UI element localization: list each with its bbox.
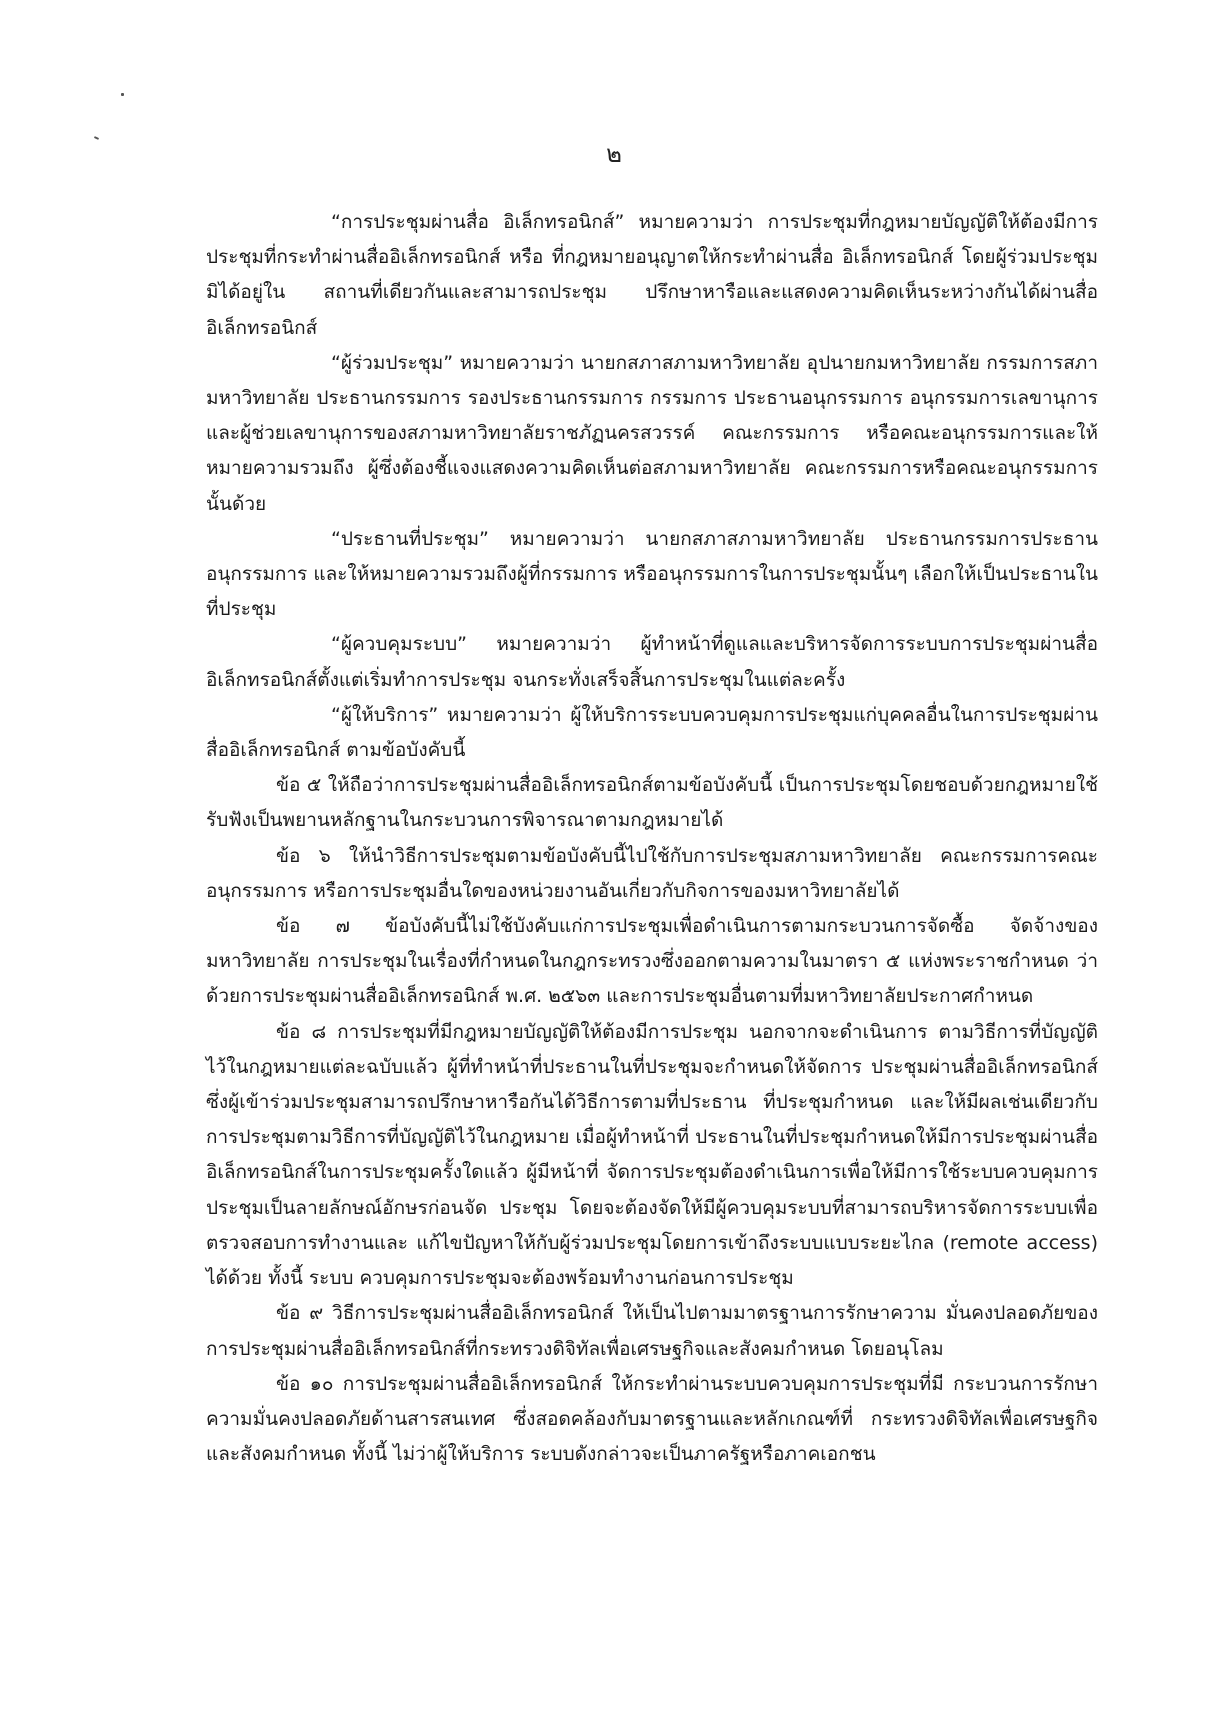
scan-speck <box>121 93 124 96</box>
definition-paragraph: “ผู้ควบคุมระบบ” หมายความว่า ผู้ทำหน้าที่ดูแลและบริหารจัดการระบบการประชุมผ่านสื่ออิเล็กทรอนิกส์ตั้งแต่เริ่มทำการประชุม จนกระทั่งเสร็จสิ้นการประชุมในแต่ละครั้ง <box>206 633 1098 691</box>
clause-paragraph: ข้อ ๑๐ การประชุมผ่านสื่ออิเล็กทรอนิกส์ ให้กระทำผ่านระบบควบคุมการประชุมที่มี กระบวนการรักษาความมั่นคงปลอดภัยด้านสารสนเทศ ซึ่งสอดคล้องกับมาตรฐานและหลักเกณฑ์ที่ กระทรวงดิจิทัลเพื่อเศรษฐกิจและสังคมกำหนด ทั้งนี้ ไม่ว่าผู้ให้บริการ ระบบดังกล่าวจะเป็นภาครัฐหรือภาคเอกชน <box>206 1372 1098 1466</box>
definition-paragraph: “การประชุมผ่านสื่อ อิเล็กทรอนิกส์” หมายความว่า การประชุมที่กฎหมายบัญญัติให้ต้องมีการประชุมที่กระทำผ่านสื่ออิเล็กทรอนิกส์ หรือ ที่กฎหมายอนุญาตให้กระทำผ่านสื่อ อิเล็กทรอนิกส์ โดยผู้ร่วมประชุมมิได้อยู่ใน สถานที่เดียวกันและสามารถประชุม ปรึกษาหารือและแสดงความคิดเห็นระหว่างกันได้ผ่านสื่ออิเล็กทรอนิกส์ <box>206 211 1098 339</box>
document-body <box>206 205 1098 1472</box>
page-number: ๒ <box>606 140 622 168</box>
clause-paragraph: ข้อ ๖ ให้นำวิธีการประชุมตามข้อบังคับนี้ไปใช้กับการประชุมสภามหาวิทยาลัย คณะกรรมการคณะอนุกรรมการ หรือการประชุมอื่นใดของหน่วยงานอันเกี่ยวกับกิจการของมหาวิทยาลัยได้ <box>206 844 1098 902</box>
clause-paragraph: ข้อ ๘ การประชุมที่มีกฎหมายบัญญัติให้ต้องมีการประชุม นอกจากจะดำเนินการ ตามวิธีการที่บัญญัติไว้ในกฎหมายแต่ละฉบับแล้ว ผู้ที่ทำหน้าที่ประธานในที่ประชุมจะกำหนดให้จัดการ ประชุมผ่านสื่ออิเล็กทรอนิกส์ ซึ่งผู้เข้าร่วมประชุมสามารถปรึกษาหารือกันได้วิธีการตามที่ประธาน ที่ประชุมกำหนด และให้มีผลเช่นเดียวกับการประชุมตามวิธีการที่บัญญัติไว้ในกฎหมาย เมื่อผู้ทำหน้าที่ ประธานในที่ประชุมกำหนดให้มีการประชุมผ่านสื่ออิเล็กทรอนิกส์ในการประชุมครั้งใดแล้ว ผู้มีหน้าที่ จัดการประชุมต้องดำเนินการเพื่อให้มีการใช้ระบบควบคุมการประชุมเป็นลายลักษณ์อักษรก่อนจัด ประชุม โดยจะต้องจัดให้มีผู้ควบคุมระบบที่สามารถบริหารจัดการระบบเพื่อตรวจสอบการทำงานและ แก้ไขปัญหาให้กับผู้ร่วมประชุมโดยการเข้าถึงระบบแบบระยะไกล (remote access) ได้ด้วย ทั้งนี้ ระบบ ควบคุมการประชุมจะต้องพร้อมทำงานก่อนการประชุม <box>206 1020 1098 1290</box>
definition-paragraph: “ผู้ร่วมประชุม” หมายความว่า นายกสภาสภามหาวิทยาลัย อุปนายกมหาวิทยาลัย กรรมการสภามหาวิทยาลัย ประธานกรรมการ รองประธานกรรมการ กรรมการ ประธานอนุกรรมการ อนุกรรมการเลขานุการและผู้ช่วยเลขานุการของสภามหาวิทยาลัยราชภัฏนครสวรรค์ คณะกรรมการ หรือคณะอนุกรรมการและให้หมายความรวมถึง ผู้ซึ่งต้องชี้แจงแสดงความคิดเห็นต่อสภามหาวิทยาลัย คณะกรรมการหรือคณะอนุกรรมการ นั้นด้วย <box>206 351 1098 515</box>
clause-paragraph: ข้อ ๗ ข้อบังคับนี้ไม่ใช้บังคับแก่การประชุมเพื่อดำเนินการตามกระบวนการจัดซื้อ จัดจ้างของมหาวิทยาลัย การประชุมในเรื่องที่กำหนดในกฎกระทรวงซึ่งออกตามความในมาตรา ๕ แห่งพระราชกำหนด ว่าด้วยการประชุมผ่านสื่ออิเล็กทรอนิกส์ พ.ศ. ๒๕๖๓ และการประชุมอื่นตามที่มหาวิทยาลัยประกาศกำหนด <box>206 915 1098 1008</box>
definition-paragraph: “ผู้ให้บริการ” หมายความว่า ผู้ให้บริการระบบควบคุมการประชุมแก่บุคคลอื่นในการประชุมผ่านสื่ออิเล็กทรอนิกส์ ตามข้อบังคับนี้ <box>206 703 1098 762</box>
definition-paragraph: “ประธานที่ประชุม” หมายความว่า นายกสภาสภามหาวิทยาลัย ประธานกรรมการประธานอนุกรรมการ และให้หมายความรวมถึงผู้ที่กรรมการ หรืออนุกรรมการในการประชุมนั้นๆ เลือกให้เป็นประธานในที่ประชุม <box>206 527 1098 621</box>
clause-paragraph: ข้อ ๙ วิธีการประชุมผ่านสื่ออิเล็กทรอนิกส์ ให้เป็นไปตามมาตรฐานการรักษาความ มั่นคงปลอดภัยของการประชุมผ่านสื่ออิเล็กทรอนิกส์ที่กระทรวงดิจิทัลเพื่อเศรษฐกิจและสังคมกำหนด โดยอนุโลม <box>206 1302 1098 1360</box>
clause-paragraph: ข้อ ๕ ให้ถือว่าการประชุมผ่านสื่ออิเล็กทรอนิกส์ตามข้อบังคับนี้ เป็นการประชุมโดยชอบด้วยกฎหมายใช้รับฟังเป็นพยานหลักฐานในกระบวนการพิจารณาตามกฎหมายได้ <box>206 774 1098 832</box>
